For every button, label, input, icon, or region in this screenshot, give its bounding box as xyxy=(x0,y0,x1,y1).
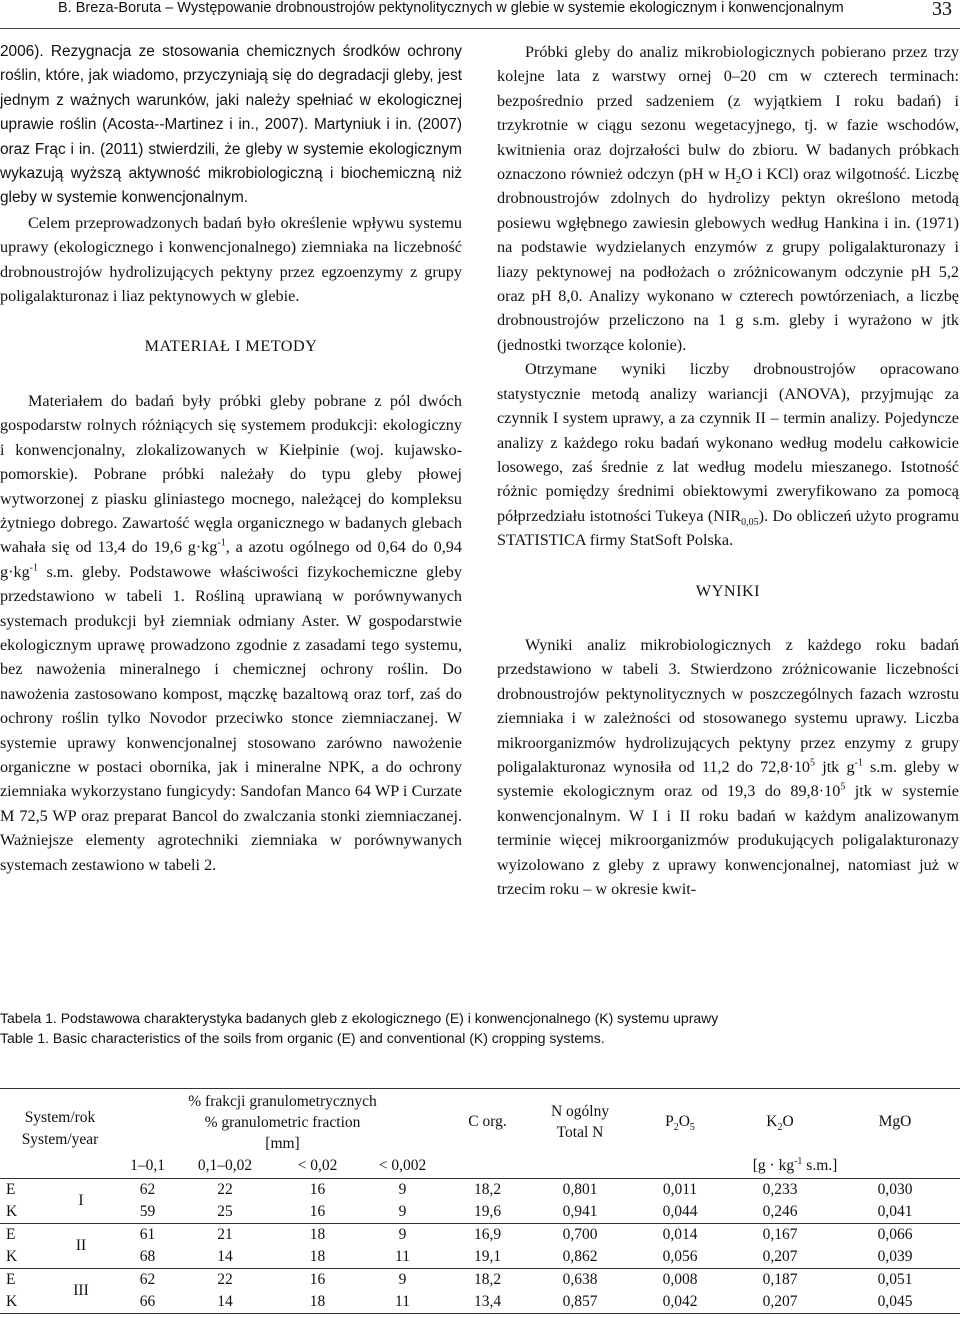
cell-corg: 19,6 xyxy=(473,1203,502,1220)
right-column xyxy=(497,40,959,901)
cell-system: K xyxy=(6,1203,18,1220)
unit-part-a: [g xyxy=(752,1157,766,1174)
paragraph-materials xyxy=(0,389,462,877)
subscript-nir: 0,05 xyxy=(741,516,759,528)
header-k2o xyxy=(730,1089,830,1155)
table-row xyxy=(0,1246,960,1269)
table-row xyxy=(0,1291,960,1314)
cell-corg: 19,1 xyxy=(473,1248,502,1265)
cell-f3: 16 xyxy=(309,1181,326,1198)
subheader-empty-2 xyxy=(445,1154,630,1179)
cell-f1: 66 xyxy=(139,1293,156,1310)
cell-f2: 22 xyxy=(217,1271,233,1288)
header-n-en: Total N xyxy=(556,1123,604,1141)
header-total-n xyxy=(530,1089,630,1155)
heading-materials-methods: MATERIAŁ I METODY xyxy=(144,337,318,356)
heading-results: WYNIKI xyxy=(695,581,761,600)
sampling-text-a: Próbki gleby do analiz mikrobiologicznych pobierano przez trzy kolejne lata z warstwy ornej 0–20 cm w czterech terminach: bezpośrednio przed sadzeniem (z wyjątkiem I roku badań) i trzykrotnie w ciągu sezonu wegetacyjnego, tj. w fazie wschodów, kwitnienia oraz dojrzałości bulw do zbioru. W badanych próbkach oznaczono również odczyn (pH w H xyxy=(497,43,959,184)
cell-f2: 25 xyxy=(217,1203,233,1220)
page-number: 33 xyxy=(932,0,952,20)
cell-n: 0,857 xyxy=(562,1293,598,1310)
cell-k2o: 0,246 xyxy=(762,1203,798,1220)
cell-f1: 68 xyxy=(139,1248,156,1265)
materials-text-a: Materiałem do badań były próbki gleby pobrane z pól dwóch gospodarstw rolnych różniących się systemem produkcji: ekologiczny i konwencjonalny, zlokalizowanych w Kiełpinie (woj. kujawsko-pomorskie). Pobrane próbki należały do typu gleby płowej wytworzonej z piasku gliniastego mocnego, należącej do kompleksu żytniego dobrego. Zawartość węgla organicznego w badanych glebach wahała się od 13,4 do 19,6 g·kg xyxy=(0,391,462,557)
paragraph-aim: Celem przeprowadzonych badań było określenie wpływu systemu uprawy (ekologicznego i konwencjonalnego) ziemniaka na liczebność drobnoustrojów hydrolizujących pektyny przez egzoenzymy z grupy poligalakturonaz i liaz pektynowych w glebie. xyxy=(0,213,462,306)
cell-system: E xyxy=(6,1226,16,1243)
cell-f4: 11 xyxy=(395,1293,410,1310)
header-system-year xyxy=(0,1089,120,1155)
table-captions xyxy=(0,1008,960,1048)
running-title: B. Breza-Boruta – Występowanie drobnoustrojów pektynolitycznych w glebie w systemie ekologicznym i konwencjonalnym xyxy=(58,0,844,16)
table-row xyxy=(0,1179,960,1202)
table-row xyxy=(0,1201,960,1224)
paragraph-sampling xyxy=(497,40,959,357)
table-row xyxy=(0,1224,960,1247)
cell-f2: 14 xyxy=(217,1248,233,1265)
cell-f3: 18 xyxy=(309,1293,326,1310)
exponent-1: -1 xyxy=(217,537,226,549)
cell-mgo: 0,039 xyxy=(877,1248,913,1265)
cell-f4: 9 xyxy=(398,1226,407,1243)
cell-mgo: 0,030 xyxy=(877,1181,913,1198)
cell-f3: 18 xyxy=(309,1248,326,1265)
header-fraction-unit: [mm] xyxy=(265,1135,300,1152)
left-column xyxy=(0,40,462,877)
table-caption-en: Table 1. Basic characteristics of the soils from organic (E) and conventional (K) cropping systems. xyxy=(0,1030,605,1046)
cell-corg: 16,9 xyxy=(473,1226,502,1243)
cell-f2: 21 xyxy=(217,1226,233,1243)
sampling-text-b: O i KCl) oraz wilgotność. Liczbę drobnoustrojów zdolnych do hydrolizy pektyn określono metodą posiewu wgłębnego zawiesin glebowych według Hankina i in. (1971) na podstawie wydzielanych enzymów z grupy poligalakturonazy i liazy pektynowej na podłożach o zróżnicowanym odczynie pH 5,2 oraz pH 8,0. Analizy wykonano w czterech powtórzeniach, a liczbę drobnoustrojów przeliczono na 1 g s.m. gleby i wyrażono w jtk (jednostki tworzące kolonie). xyxy=(497,165,959,354)
table-caption-pl: Tabela 1. Podstawowa charakterystyka badanych gleb z ekologicznego (E) i konwencjonalnego (K) systemu uprawy xyxy=(0,1010,719,1026)
header-system-pl: System/rok xyxy=(24,1108,96,1126)
cell-mgo: 0,066 xyxy=(877,1226,913,1243)
results-text-a: Wyniki analiz mikrobiologicznych z każdego roku badań przedstawiono w tabeli 3. Stwierdzono zróżnicowanie liczebności drobnoustrojów pektynolitycznych w poszczególnych fazach wzrostu ziemniaka i w zależności od stosowanego systemu uprawy. Liczba mikroorganizmów hydrolizujących pektyny przez enzymy z grupy poligalakturonaz wynosiła od 11,2 do 72,8·10 xyxy=(497,635,959,776)
cell-f1: 61 xyxy=(139,1226,156,1243)
unit-part-b: kg xyxy=(778,1157,795,1174)
header-rule xyxy=(0,28,960,29)
cell-corg: 18,2 xyxy=(473,1181,502,1198)
cell-k2o: 0,187 xyxy=(762,1271,798,1288)
table-subheader-row xyxy=(0,1154,960,1179)
cell-n: 0,638 xyxy=(562,1271,598,1288)
cell-n: 0,862 xyxy=(562,1248,598,1265)
table-body xyxy=(0,1179,960,1314)
p2o5-o: O xyxy=(678,1112,690,1130)
header-mgo: MgO xyxy=(878,1112,912,1130)
table-row xyxy=(0,1269,960,1292)
header-system-en: System/year xyxy=(21,1130,99,1148)
k2o-k: K xyxy=(766,1112,778,1130)
superscript-minus1: -1 xyxy=(854,757,863,769)
statistics-text-a: Otrzymane wyniki liczby drobnoustrojów opracowano statystycznie metodą analizy wariancji (ANOVA), przyjmując za czynnik I system uprawy, a za czynnik II – termin analizy. Pojedyncze analizy z każdego roku badań wykonano według modelu całkowicie losowego, zaś średnie z lat według modelu mieszanego. Istotność różnic pomiędzy średnimi obiektowymi zweryfikowano za pomocą półprzedziału istotności Tukeya (NIR xyxy=(497,360,959,525)
cell-f3: 16 xyxy=(309,1271,326,1288)
cell-f4: 9 xyxy=(398,1203,407,1220)
cell-system: K xyxy=(6,1293,18,1310)
header-fraction-pl: % frakcji granulometrycznych xyxy=(188,1093,377,1110)
cell-f4: 9 xyxy=(398,1271,407,1288)
cell-corg: 18,2 xyxy=(473,1271,502,1288)
p2o5-p: P xyxy=(665,1112,674,1130)
subheader-fraction-2: 0,1–0,02 xyxy=(197,1157,253,1174)
table-header-row xyxy=(0,1089,960,1155)
cell-p2o5: 0,014 xyxy=(662,1226,698,1243)
cell-k2o: 0,233 xyxy=(762,1181,798,1198)
cell-corg: 13,4 xyxy=(473,1293,502,1310)
cell-system: E xyxy=(6,1181,16,1198)
cell-f3: 18 xyxy=(309,1226,326,1243)
header-corg: C org. xyxy=(468,1112,507,1130)
cell-p2o5: 0,042 xyxy=(662,1293,698,1310)
materials-text-b: , a azotu ogólnego od 0,64 do 0,94 g·kg xyxy=(0,538,462,581)
subheader-fraction-3: < 0,02 xyxy=(297,1157,338,1174)
materials-text-c: s.m. gleby. Podstawowe właściwości fizykochemiczne gleby przedstawiono w tabeli 1. Rośliną uprawianą w porównywanych systemach produkcji był ziemniak odmiany Aster. W gospodarstwie ekologicznym uprawę prowadzono zgodnie z zasadami tego systemu, bez nawożenia mineralnego i chemicznej ochrony roślin. Do nawożenia zastosowano kompost, mączkę bazaltową oraz torf, zaś do ochrony roślin tylko Novodor przeciwko stonce ziemniaczanej. W systemie uprawy konwencjonalnej stosowano zarówno nawożenie organiczne w postaci obornika, jak i mineralne NPK, a do ochrony ziemniaka wykorzystano fungicydy: Sandofan Manco 64 WP i Curzate M 72,5 WP oraz preparat Bancol do zwalczania stonki ziemniaczanej. Ważniejsze elementy agrotechniki ziemniaka w porównywanych systemach zestawiono w tabeli 2. xyxy=(0,562,462,874)
results-text-b: jtk g xyxy=(815,757,855,776)
exponent-2: -1 xyxy=(29,562,39,574)
cell-mgo: 0,041 xyxy=(877,1203,913,1220)
unit-part-c: s.m.] xyxy=(802,1157,838,1174)
paragraph-results xyxy=(497,633,959,901)
k2o-o: O xyxy=(782,1112,794,1130)
subscript-h2o: 2 xyxy=(736,175,742,187)
cell-f1: 62 xyxy=(139,1181,156,1198)
cell-system: E xyxy=(6,1271,16,1288)
cell-mgo: 0,045 xyxy=(877,1293,913,1310)
cell-f2: 22 xyxy=(217,1181,233,1198)
k2o-sub: 2 xyxy=(777,1121,783,1133)
unit-exponent: -1 xyxy=(794,1155,803,1167)
subheader-unit: [$g \cdot kg^{-1}$ s.m.] xyxy=(752,1155,838,1174)
soil-characteristics-table xyxy=(0,1088,960,1314)
paragraph-intro-continued: 2006). Rezygnacja ze stosowania chemicznych środków ochrony roślin, które, jak wiadomo, przyczyniają się do degradacji gleby, jest jednym z ważnych warunków, jaki należy spełniać w ekologicznej uprawie roślin (Acosta--Martinez i in., 2007). Martyniuk i in. (2007) oraz Frąc i in. (2011) stwierdzili, że gleby w systemie ekologicznym wykazują wyższą aktywność mikrobiologiczną i biochemiczną niż gleby w systemie konwencjonalnym. xyxy=(0,43,462,207)
subheader-fraction-1: 1–0,1 xyxy=(130,1157,165,1174)
paragraph-statistics xyxy=(497,357,959,552)
header-n-pl: N ogólny xyxy=(550,1102,610,1120)
cell-mgo: 0,051 xyxy=(877,1271,913,1288)
superscript-5a: 5 xyxy=(810,757,816,769)
header-p2o5 xyxy=(630,1089,730,1155)
cell-year: II xyxy=(75,1237,87,1254)
cell-k2o: 0,207 xyxy=(762,1248,798,1265)
cell-f4: 9 xyxy=(398,1181,407,1198)
running-header xyxy=(0,0,960,30)
cell-f2: 14 xyxy=(217,1293,233,1310)
results-text-c: s.m. gleby w systemie ekologicznym oraz od 19,3 do 89,8·10 xyxy=(497,757,960,801)
cell-year: I xyxy=(78,1192,84,1209)
cell-f1: 62 xyxy=(139,1271,156,1288)
cell-p2o5: 0,008 xyxy=(662,1271,698,1288)
subheader-empty xyxy=(0,1154,120,1179)
cell-year: III xyxy=(73,1282,89,1299)
subheader-fraction-4: < 0,002 xyxy=(378,1157,427,1174)
p2o5-sub2: 5 xyxy=(689,1121,695,1133)
results-text-d: jtk w systemie konwencjonalnym. W I i II roku badań w każdym analizowanym terminie więcej mikroorganizmów produkujących poligalakturonazy wyizolowano z gleby z uprawy konwencjonalnej, natomiast już w trzecim roku – w okresie kwit- xyxy=(497,782,959,898)
header-fractions xyxy=(120,1089,445,1155)
superscript-5b: 5 xyxy=(840,781,846,793)
cell-p2o5: 0,011 xyxy=(662,1181,698,1198)
cell-n: 0,941 xyxy=(562,1203,598,1220)
cell-f1: 59 xyxy=(139,1203,156,1220)
cell-n: 0,801 xyxy=(562,1181,598,1198)
header-fraction-en: % granulometric fraction xyxy=(204,1114,361,1131)
cell-p2o5: 0,044 xyxy=(662,1203,698,1220)
cell-f3: 16 xyxy=(309,1203,326,1220)
cell-n: 0,700 xyxy=(562,1226,598,1243)
p2o5-sub1: 2 xyxy=(673,1121,679,1133)
statistics-text-b: ). Do obliczeń użyto programu STATISTICA firmy StatSoft Polska. xyxy=(497,506,960,550)
cell-k2o: 0,167 xyxy=(762,1226,798,1243)
cell-system: K xyxy=(6,1248,18,1265)
cell-f4: 11 xyxy=(395,1248,410,1265)
cell-p2o5: 0,056 xyxy=(662,1248,698,1265)
cell-k2o: 0,207 xyxy=(762,1293,798,1310)
